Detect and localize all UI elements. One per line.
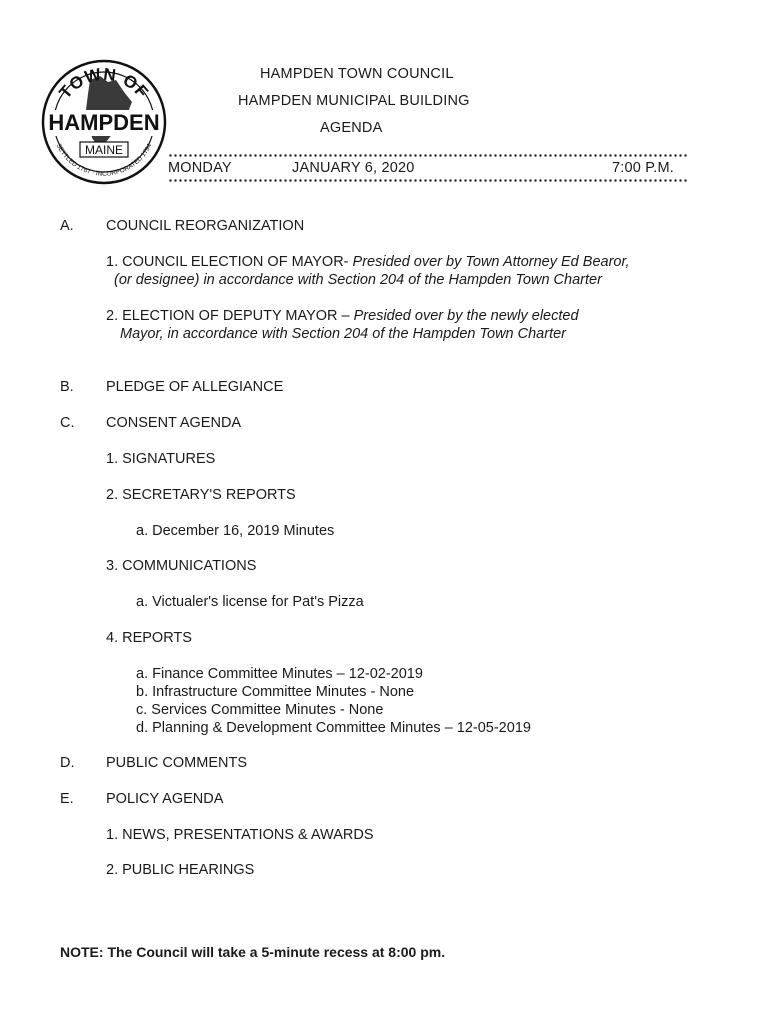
section-c-item-3: 3. COMMUNICATIONS (106, 558, 257, 574)
seal-name-text: HAMPDEN (48, 110, 160, 135)
section-b-title: PLEDGE OF ALLEGIANCE (106, 379, 284, 395)
section-c-title: CONSENT AGENDA (106, 415, 242, 431)
section-c-item-4c: c. Services Committee Minutes - None (136, 702, 384, 718)
section-a-item-2-desc-cont: Mayor, in accordance with Section 204 of the Hampden Town Charter (120, 326, 566, 342)
section-a-item-2 (106, 308, 579, 324)
meeting-day: MONDAY (168, 160, 232, 176)
town-seal-logo (40, 58, 168, 186)
section-d-title: PUBLIC COMMENTS (106, 755, 247, 771)
section-c-item-3a: a. Victualer's license for Pat's Pizza (136, 594, 364, 610)
section-d-letter: D. (60, 755, 75, 771)
section-a-item-2-label: 2. ELECTION OF DEPUTY MAYOR – (106, 308, 350, 324)
section-a-item-1 (106, 254, 630, 270)
section-c-item-2a: a. December 16, 2019 Minutes (136, 523, 335, 539)
section-c-item-4d: d. Planning & Development Committee Minutes – 12-05-2019 (136, 720, 531, 736)
council-title: HAMPDEN TOWN COUNCIL (260, 66, 454, 82)
section-c-item-4b: b. Infrastructure Committee Minutes - None (136, 684, 415, 700)
section-c-letter: C. (60, 415, 75, 431)
recess-note: NOTE: The Council will take a 5-minute recess at 8:00 pm. (60, 944, 446, 960)
section-a-letter: A. (60, 218, 74, 234)
section-e-title: POLICY AGENDA (106, 791, 224, 807)
meeting-time: 7:00 P.M. (612, 160, 674, 176)
meeting-date: JANUARY 6, 2020 (292, 160, 415, 176)
seal-state-text: MAINE (84, 143, 124, 157)
section-e-item-2: 2. PUBLIC HEARINGS (106, 862, 255, 878)
section-b-letter: B. (60, 379, 74, 395)
section-a-item-1-label: 1. COUNCIL ELECTION OF MAYOR- (106, 254, 349, 270)
section-a-title: COUNCIL REORGANIZATION (106, 218, 305, 234)
section-c-item-2: 2. SECRETARY'S REPORTS (106, 487, 296, 503)
section-c-item-4: 4. REPORTS (106, 630, 192, 646)
agenda-title: AGENDA (320, 120, 383, 136)
header-dotted-rule-top (168, 154, 688, 157)
seal-bottom-text: SETTLED 1767 · INCORPORATED 1794 (54, 142, 154, 178)
header-dotted-rule-bottom (168, 179, 688, 182)
section-e-item-1: 1. NEWS, PRESENTATIONS & AWARDS (106, 827, 374, 843)
section-a-item-1-desc-cont: (or designee) in accordance with Section 204 of the Hampden Town Charter (114, 272, 602, 288)
seal-top-text: TOWN OF (55, 64, 153, 103)
section-c-item-4a: a. Finance Committee Minutes – 12-02-2019 (136, 666, 423, 682)
section-c-item-1: 1. SIGNATURES (106, 451, 216, 467)
section-a-item-1-desc: Presided over by Town Attorney Ed Bearor, (352, 254, 630, 270)
section-e-letter: E. (60, 791, 74, 807)
building-title: HAMPDEN MUNICIPAL BUILDING (238, 93, 470, 109)
section-a-item-2-desc: Presided over by the newly elected (353, 308, 579, 324)
